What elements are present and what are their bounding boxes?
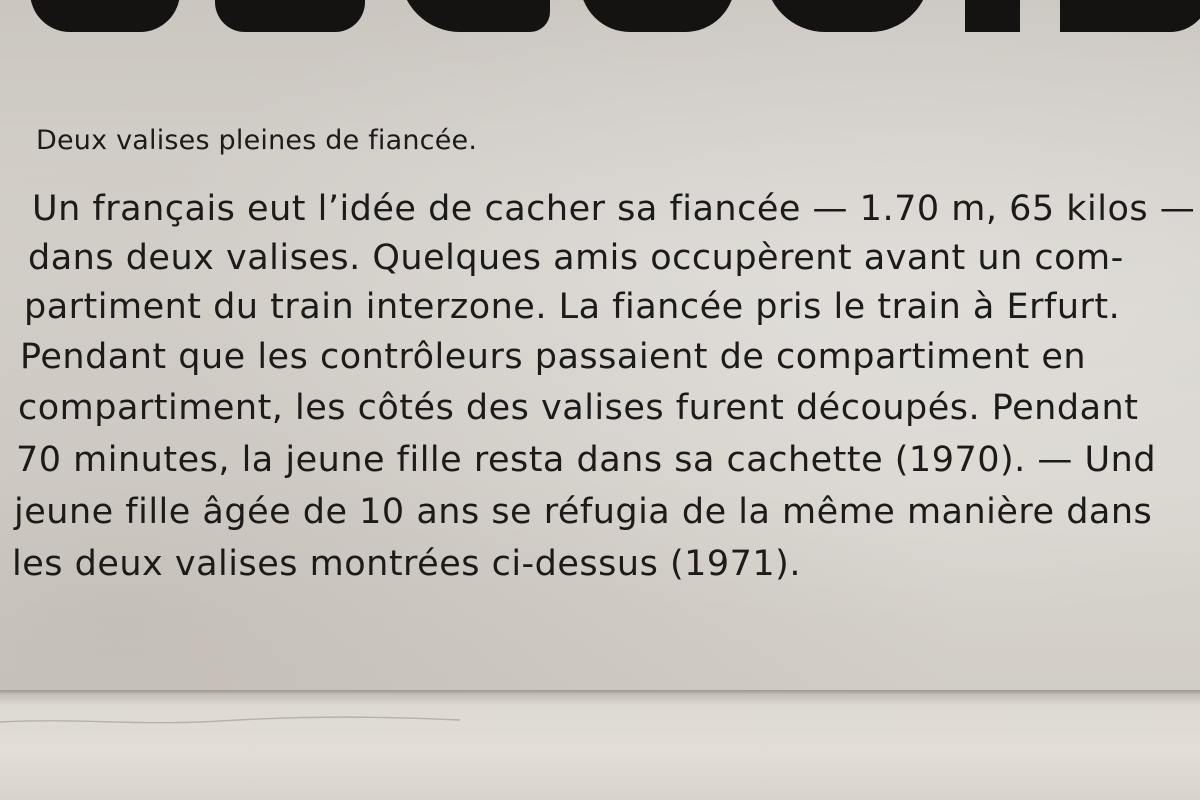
- headline-letter-fragment: [965, 0, 1020, 32]
- headline-letter-fragment: [765, 0, 930, 32]
- card-bottom-edge: [0, 690, 1200, 704]
- headline-letter-fragment: [215, 0, 365, 32]
- paragraph-line: dans deux valises. Quelques amis occupèrent avant un com-: [28, 238, 1124, 278]
- cropped-headline: [0, 0, 1200, 32]
- paragraph-line: Un français eut l’idée de cacher sa fiancée — 1.70 m, 65 kilos —: [32, 189, 1196, 229]
- headline-letter-fragment: [580, 0, 735, 32]
- paragraph-line: partiment du train interzone. La fiancée pris le train à Erfurt.: [24, 287, 1121, 327]
- subtitle: Deux valises pleines de fiancée.: [36, 125, 478, 156]
- headline-letter-fragment: [30, 0, 180, 32]
- headline-letter-fragment: [1060, 0, 1200, 32]
- paragraph-line: compartiment, les côtés des valises furent découpés. Pendant: [18, 388, 1139, 428]
- paragraph-line: 70 minutes, la jeune fille resta dans sa cachette (1970). — Und: [16, 440, 1157, 480]
- paragraph-line: jeune fille âgée de 10 ans se réfugia de la même manière dans: [14, 492, 1153, 532]
- paragraph-line: Pendant que les contrôleurs passaient de compartiment en: [20, 337, 1087, 377]
- paper-crease: [0, 712, 1200, 732]
- headline-letter-fragment: [400, 0, 550, 32]
- paragraph-line: les deux valises montrées ci-dessus (1971).: [12, 544, 801, 584]
